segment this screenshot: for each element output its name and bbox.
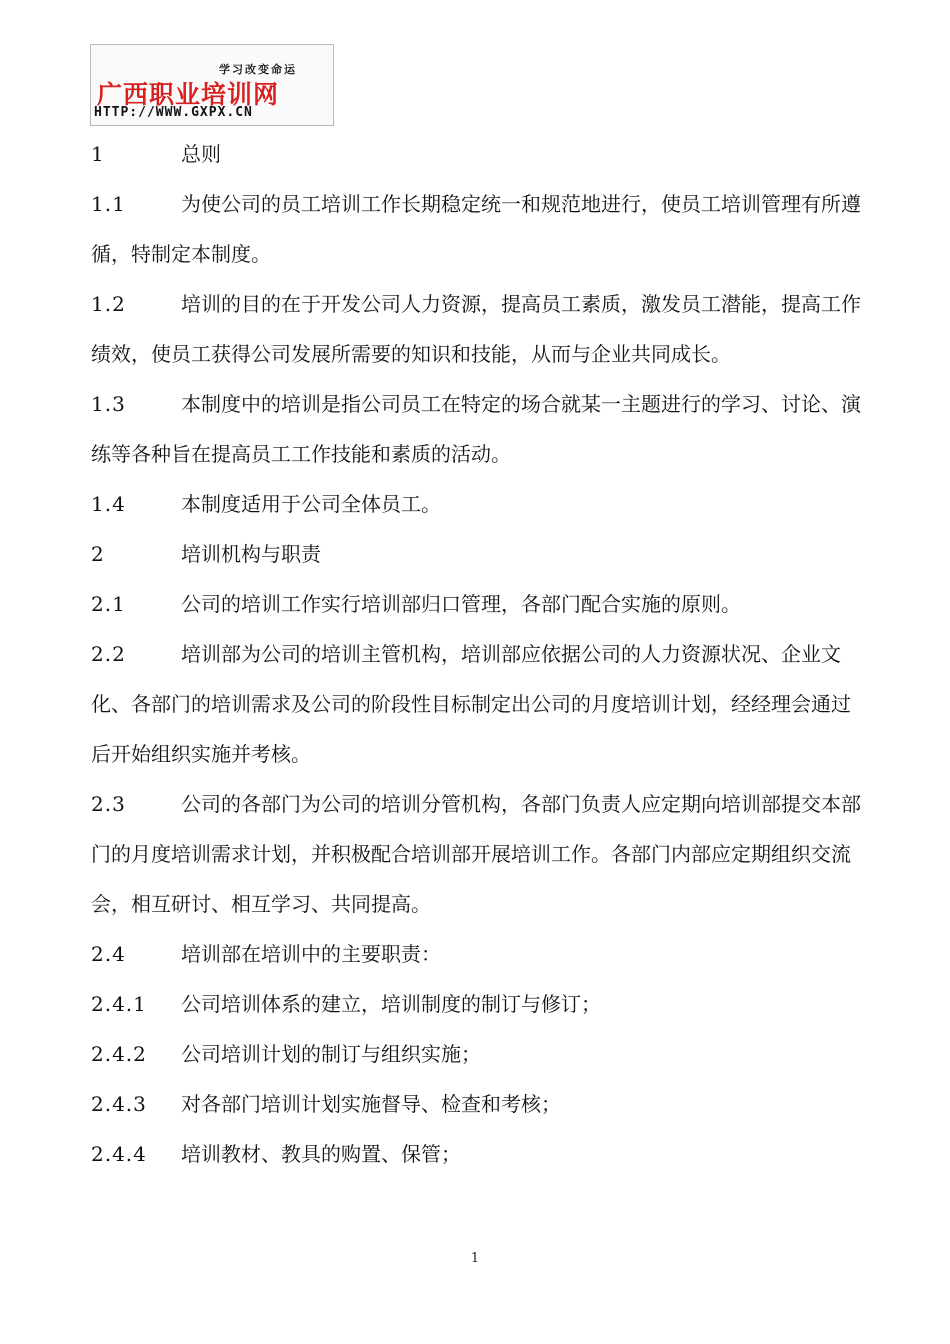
section-number: 2.4.4 [91,1142,147,1166]
section-text: 培训的目的在于开发公司人力资源，提高员工素质，激发员工潜能，提高工作绩效，使员工获得公司发展所需要的知识和技能，从而与企业共同成长。 [91,292,861,366]
clause-2-2 [91,629,861,779]
document-body [91,129,861,1179]
logo-slogan: 学习改变命运 [219,63,297,76]
clause-2-4-4 [91,1129,861,1179]
section-number: 1.4 [91,492,126,516]
section-1 [91,129,861,179]
page-number: 1 [470,1251,480,1266]
section-number: 1.2 [91,292,126,316]
clause-2-4-3 [91,1079,861,1129]
section-number: 2.1 [91,592,126,616]
section-text: 培训机构与职责 [181,542,321,566]
clause-2-3 [91,779,861,929]
clause-1-1 [91,179,861,279]
clause-2-4-2 [91,1029,861,1079]
section-number: 1.1 [91,192,126,216]
logo-url: HTTP://WWW.GXPX.CN [94,105,253,120]
section-text: 公司培训计划的制订与组织实施； [181,1042,481,1066]
section-number: 2.2 [91,642,126,666]
logo [90,44,334,126]
section-text: 本制度适用于公司全体员工。 [181,492,441,516]
logo-name: 广西职业培训网 [97,80,280,109]
section-text: 公司培训体系的建立，培训制度的制订与修订； [181,992,601,1016]
section-number: 2.4.3 [91,1092,147,1116]
section-number: 2 [91,542,105,566]
section-text: 培训教材、教具的购置、保管； [181,1142,461,1166]
section-text: 公司的培训工作实行培训部归口管理，各部门配合实施的原则。 [181,592,741,616]
clause-2-4-1 [91,979,861,1029]
clause-1-3 [91,379,861,479]
section-text: 对各部门培训计划实施督导、检查和考核； [181,1092,561,1116]
section-2 [91,529,861,579]
section-text: 公司的各部门为公司的培训分管机构，各部门负责人应定期向培训部提交本部门的月度培训需求计划，并积极配合培训部开展培训工作。各部门内部应定期组织交流会，相互研讨、相互学习、共同提高。 [91,792,861,916]
section-text: 为使公司的员工培训工作长期稳定统一和规范地进行，使员工培训管理有所遵循，特制定本制度。 [91,192,861,266]
section-text: 总则 [181,142,221,166]
section-number: 2.4 [91,942,126,966]
section-number: 2.3 [91,792,126,816]
clause-2-4 [91,929,861,979]
section-text: 培训部为公司的培训主管机构，培训部应依据公司的人力资源状况、企业文化、各部门的培训需求及公司的阶段性目标制定出公司的月度培训计划，经经理会通过后开始组织实施并考核。 [91,642,851,766]
section-number: 2.4.2 [91,1042,147,1066]
clause-1-2 [91,279,861,379]
clause-2-1 [91,579,861,629]
section-number: 2.4.1 [91,992,147,1016]
section-text: 本制度中的培训是指公司员工在特定的场合就某一主题进行的学习、讨论、演练等各种旨在提高员工工作技能和素质的活动。 [91,392,861,466]
section-text: 培训部在培训中的主要职责： [181,942,441,966]
clause-1-4 [91,479,861,529]
section-number: 1 [91,142,105,166]
section-number: 1.3 [91,392,126,416]
